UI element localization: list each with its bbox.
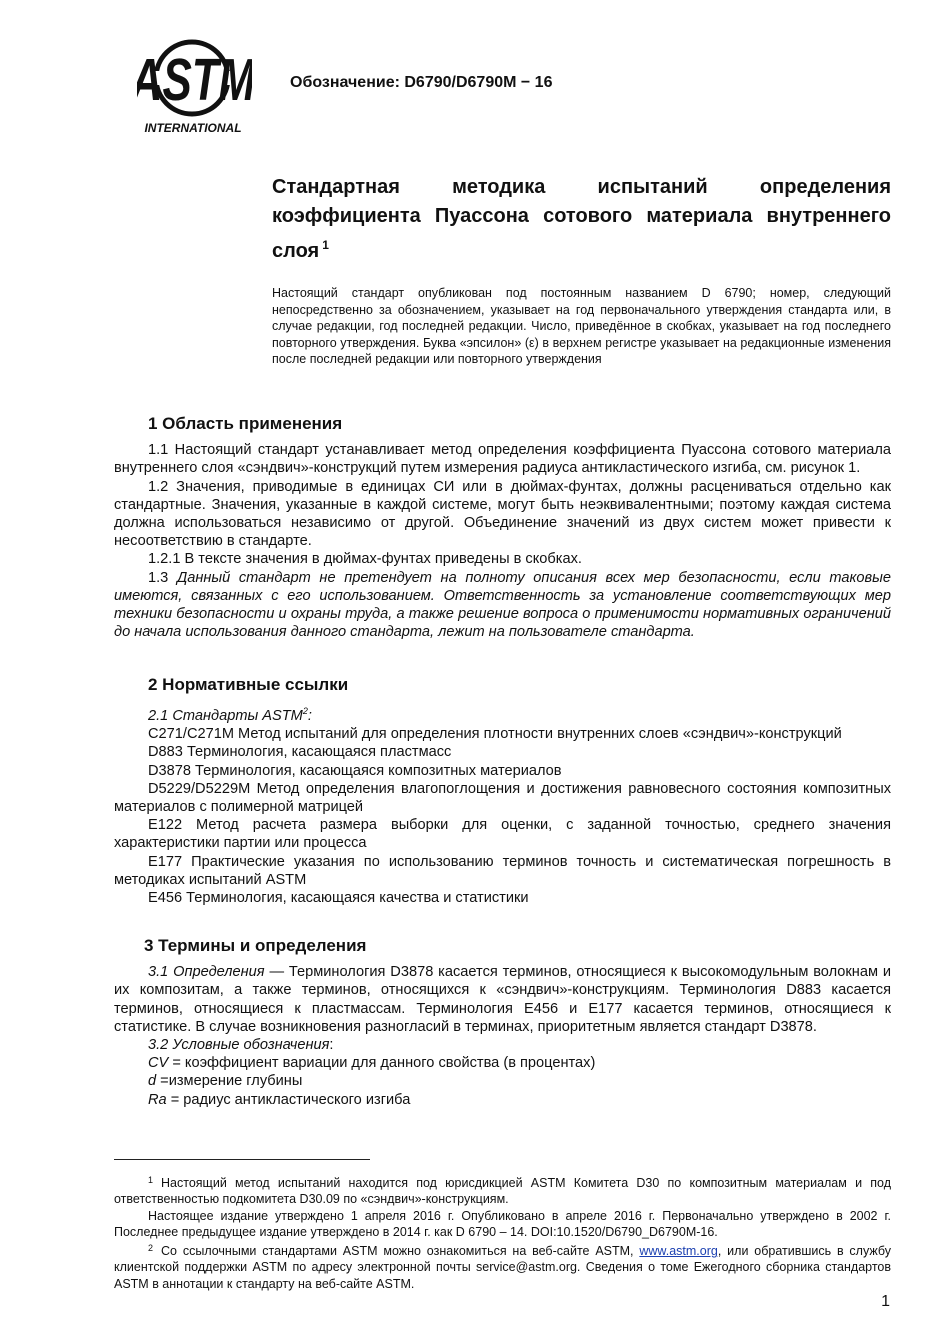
symbol-desc: = коэффициент вариации для данного свойства (в процентах) [168,1055,596,1072]
title-footnote-ref: 1 [322,238,329,252]
page-number: 1 [881,1293,890,1310]
footnotes [114,1172,891,1292]
astm-logo-mark [137,38,252,138]
section-2 [114,676,891,907]
para-3-1-text: — Терминология D3878 касается терминов, относящиеся к высокомодульным волокнам и их композитам, а также терминов, относящихся к «сэндвич»-конструкциям. Терминология D883 касается терминов, относящиеся к пластмассам. Терминология E456 и E177 касается терминов, относящиеся к статистике. В случае возникновения разногласий в терминах, приоритетным является стандарт D3878. [114,964,891,1035]
symbol-desc: = радиус антикластического изгиба [166,1091,411,1108]
symbol-item [114,1054,891,1072]
section-1 [114,415,891,641]
section-3 [114,937,891,1109]
para-2-1-ref: 2 [302,706,308,717]
ref-item: C271/C271M Метод испытаний для определения плотности внутренних слоев «сэндвич»-конструкций [148,726,842,743]
document-title [272,173,891,266]
para-1-3 [114,569,891,642]
para-1-2: 1.2 Значения, приводимые в единицах СИ или в дюймах-фунтах, должны расцениваться отдельно как стандартные. Значения, указанные в каждой системе, могут быть неэквивалентными; поэтому каждая система должна использоваться независимо от другой. Объединение значений из двух систем может привести к несоответствию в стандарте. [114,478,891,550]
footnote-2-number: 2 [148,1243,154,1254]
symbol-item [114,1072,891,1090]
para-1-3-text: Данный стандарт не претендует на полноту описания всех мер безопасности, если таковые имеются, связанных с его использованием. Ответственность за установление соответствующих мер техники безопасности и охраны труда, а также решение вопроса о применимости нормативных ограничений до начала использования данного стандарта, лежит на пользователе стандарта. [114,569,891,641]
symbol-item [114,1091,891,1109]
para-1-3-num: 1.3 [148,569,169,586]
para-2-1: 2.1 Стандарты ASTM$^2$: [148,706,312,725]
logo-letters: ASTM [137,47,252,114]
section-2-heading: 2 Нормативные ссылки [148,675,349,694]
astm-logo [137,38,252,138]
section-1-heading: 1 Область применения [148,414,343,433]
para-3-2-label: 3.2 Условные обозначения [148,1037,330,1054]
logo-subtext: INTERNATIONAL [144,121,242,135]
publication-notice: Настоящий стандарт опубликован под постоянным названием D 6790; номер, следующий непосредственно за обозначением, указывает на год первоначального утверждения стандарта или, в случае редакции, год последней редакции. Число, приведённое в скобках, указывает на год последнего повторного утверждения. Буква «эпсилон» (ε) в верхнем регистре указывает на редакционные изменения после последней редакции или повторного утверждения [272,286,891,367]
footnote-1-edition: Настоящее издание утверждено 1 апреля 2016 г. Опубликовано в апреле 2016 г. Первоначально утверждено в 2002 г. Последнее предыдущее издание утверждено в 2014 г. как D 6790 – 14. DOI:10.1520/D6790_D6790M-16. [114,1208,891,1239]
title-text: Стандартная методика испытаний определения коэффициента Пуассона сотового материала внутреннего слоя [272,176,891,262]
para-3-1 [114,963,891,1036]
symbol-name: d [148,1073,157,1090]
footnote-2 [114,1240,891,1292]
ref-item: E456 Терминология, касающаяся качества и статистики [148,890,529,907]
section-3-heading: 3 Термины и определения [144,936,367,955]
ref-item: D883 Терминология, касающаяся пластмасс [148,744,452,761]
ref-item: D5229/D5229M Метод определения влагопоглощения и достижения равновесного состояния композитных материалов с полимерной матрицей [114,780,891,816]
footnote-1-text: Настоящий метод испытаний находится под юрисдикцией ASTM Комитета D30 по композитным материалам и под ответственностью подкомитета D30.09 по «сэндвич»-конструкциям. [114,1176,891,1207]
footnote-1-number: 1 [148,1175,154,1185]
para-1-2-1: 1.2.1 В тексте значения в дюймах-фунтах приведены в скобках. [148,551,582,568]
symbol-desc: =измерение глубины [156,1073,303,1090]
para-2-1-label: 2.1 Стандарты ASTM [148,708,303,725]
footnote-2-post: , или обратившись в службу клиентской поддержки ASTM по адресу электронной почты service@astm.org. Сведения о томе Ежегодного сборника стандартов ASTM в аннотации к стандарту на веб-сайте ASTM. [114,1244,892,1291]
ref-item: D3878 Терминология, касающаяся композитных материалов [148,762,562,779]
footnote-1 [114,1172,891,1208]
astm-website-link[interactable]: www.astm.org [639,1244,718,1259]
symbol-name: CV [148,1055,169,1072]
footnote-divider [114,1159,370,1160]
ref-item: E122 Метод расчета размера выборки для оценки, с заданной точностью, среднего значения характеристики партии или процесса [114,817,891,852]
para-3-1-label: 3.1 Определения [148,964,265,981]
ref-item: E177 Практические указания по использованию терминов точность и систематическая погрешность в методиках испытаний ASTM [114,853,891,888]
designation: Обозначение: D6790/D6790M − 16 [290,74,553,91]
para-1-1: 1.1 Настоящий стандарт устанавливает метод определения коэффициента Пуассона сотового материала внутреннего слоя «сэндвич»-конструкций путем измерения радиуса антикластического изгиба, см. рисунок 1. [114,442,891,477]
footnote-2-pre: Со ссылочными стандартами ASTM можно ознакомиться на веб-сайте ASTM, [161,1244,640,1259]
para-3-2: 3.2 Условные обозначения: [148,1037,334,1054]
symbol-name: Ra [148,1091,167,1108]
